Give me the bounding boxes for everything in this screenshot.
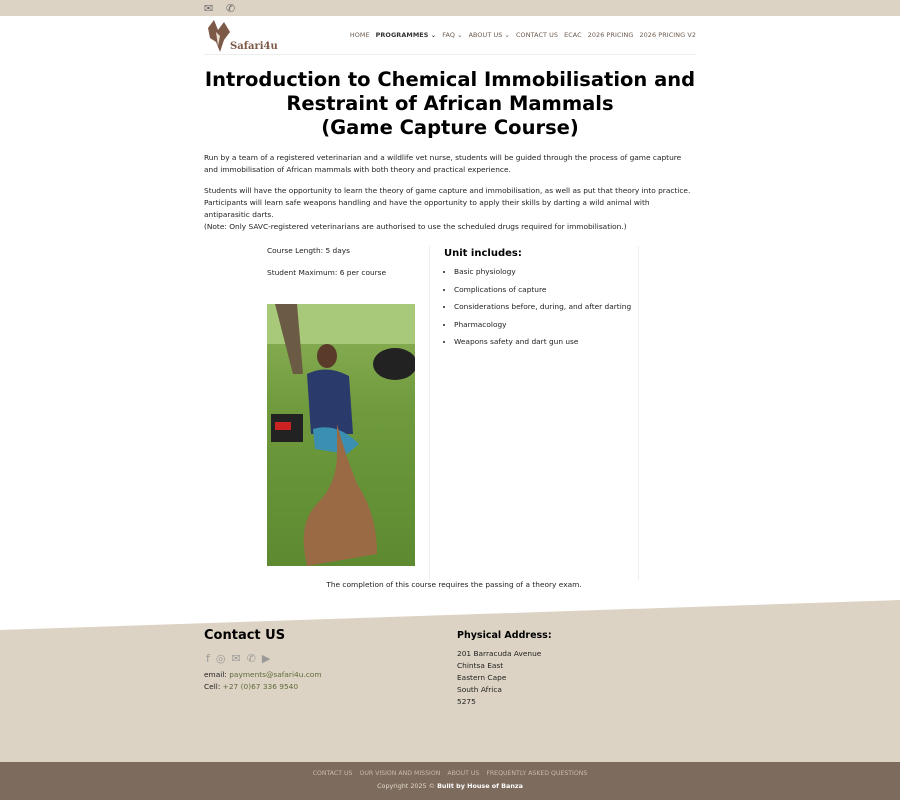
nav-programmes[interactable]: PROGRAMMES ⌄ [375, 31, 437, 39]
nav-ecac[interactable]: ECAC [564, 31, 582, 39]
description: Students will have the opportunity to learn the theory of game capture and immobilisation, as well as put that theory into practice. Participants will learn safe weapons handling and have the opportunity to apply their skills by darting a wild animal with antiparasitic darts. (Note: Only SAVC-registered veterinarians are authorised to use the scheduled drugs required for immobilisation.) [204, 186, 691, 231]
course-info [267, 246, 415, 277]
course-photo [267, 304, 415, 566]
footer-link-vision[interactable]: OUR VISION AND MISSION [359, 770, 441, 777]
student-maximum: Student Maximum: 6 per course [267, 268, 387, 277]
chevron-down-icon: ⌄ [430, 31, 437, 39]
unit-list [444, 267, 638, 346]
list-item: • Considerations before, during, and after darting [454, 302, 638, 311]
chevron-down-icon: ⌄ [457, 31, 463, 39]
header [204, 16, 696, 55]
footer-link-about[interactable]: ABOUT US [447, 770, 480, 777]
built-by-link[interactable]: Built by House of Banza [437, 782, 523, 790]
nav-about-us[interactable]: ABOUT US ⌄ [468, 31, 510, 39]
footer-link-faq[interactable]: FREQUENTLY ASKED QUESTIONS [486, 770, 588, 777]
chevron-down-icon: ⌄ [504, 31, 510, 39]
address-heading: Physical Address: [457, 630, 552, 641]
phone-link[interactable]: +27 (0)67 336 9540 [222, 682, 299, 691]
email-link[interactable]: payments@safari4u.com [229, 670, 322, 679]
instagram-icon[interactable]: ◎ [215, 652, 226, 665]
intro-text: Run by a team of a registered veterinarian and a wildlife vet nurse, students will be guided through the process of game capture and immobilisation of African mammals with both theory and practical experience. [204, 153, 682, 174]
phone-icon[interactable]: ✆ [226, 2, 236, 15]
unit-includes [429, 246, 639, 580]
page-title: Introduction to Chemical Immobilisation and Restraint of African Mammals (Game Capture Course) [204, 68, 696, 139]
course-length: Course Length: 5 days [267, 246, 350, 255]
unit-heading: Unit includes: [444, 248, 522, 259]
footer-nav [0, 762, 900, 777]
youtube-icon[interactable]: ▶ [261, 652, 271, 665]
contact-heading: Contact US [204, 628, 286, 643]
bottom-bar [0, 762, 900, 800]
nav-faq[interactable]: FAQ ⌄ [442, 31, 463, 39]
completion-note: The completion of this course requires the passing of a theory exam. [326, 580, 582, 589]
envelope-icon[interactable]: ✉ [231, 652, 241, 665]
footer [0, 600, 900, 762]
top-bar [0, 0, 900, 16]
list-item: • Complications of capture [454, 285, 638, 294]
photo-image [267, 304, 415, 566]
nav-2026-pricing[interactable]: 2026 PRICING [587, 31, 634, 39]
list-item: • Pharmacology [454, 320, 638, 329]
footer-link-contact[interactable]: CONTACT US [312, 770, 353, 777]
contact-details: email: payments@safari4u.com Cell: +27 (0)67 336 9540 [204, 670, 322, 691]
envelope-icon[interactable]: ✉ [204, 2, 214, 15]
phone-icon[interactable]: ✆ [246, 652, 256, 665]
copyright: Copyright 2025 © Built by House of Banza [377, 782, 523, 790]
main-nav [350, 31, 696, 39]
address: 201 Barracuda Avenue Chintsa East Eastern Cape South Africa 5275 [457, 649, 542, 706]
nav-2026-pricing-v2[interactable]: 2026 PRICING V2 [639, 31, 696, 39]
list-item: • Basic physiology [454, 267, 638, 276]
nav-contact-us[interactable]: CONTACT US [516, 31, 559, 39]
logo[interactable]: Safari4u [204, 18, 282, 54]
social-icons [206, 652, 270, 665]
facebook-icon[interactable]: f [206, 652, 210, 665]
nav-home[interactable]: HOME [349, 31, 370, 39]
list-item: • Weapons safety and dart gun use [454, 337, 638, 346]
